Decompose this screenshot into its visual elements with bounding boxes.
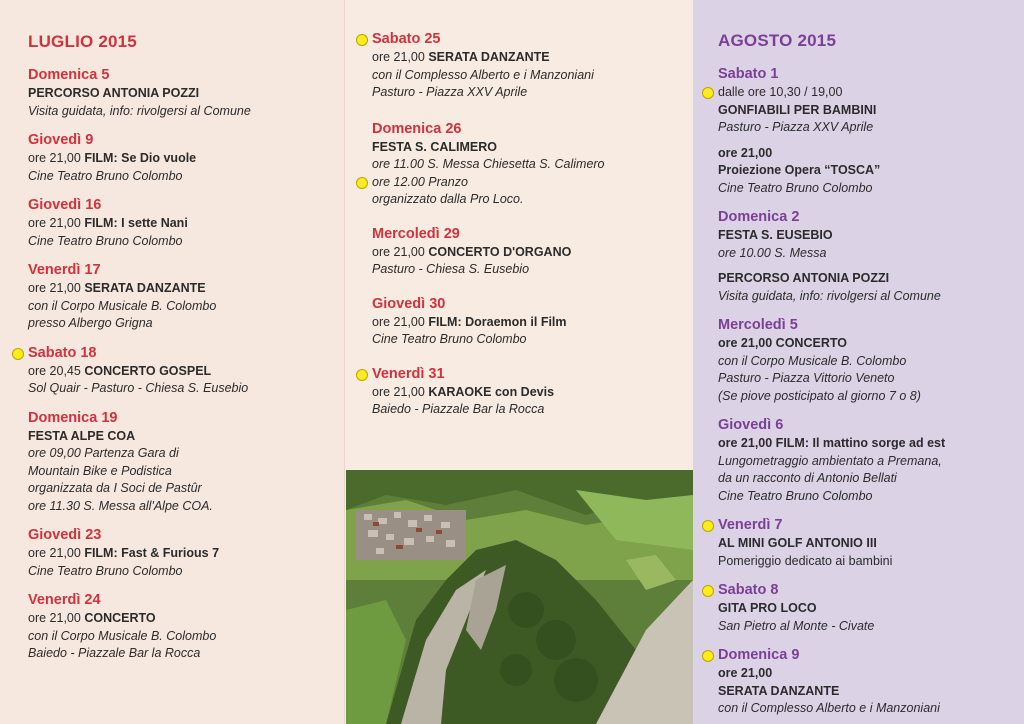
event-title: AL MINI GOLF ANTONIO III (718, 536, 877, 550)
highlight-dot-icon (356, 34, 368, 46)
event-note: organizzato dalla Pro Loco. (372, 192, 524, 206)
event-title: ore 21,00 CONCERTO (718, 336, 847, 350)
event-item (372, 30, 693, 102)
event-day: Sabato 25 (372, 31, 441, 47)
event-note: Pasturo - Piazza XXV Aprile (718, 120, 874, 134)
month-title-july: LUGLIO 2015 (28, 32, 137, 51)
event-note: ore 11.30 S. Messa all'Alpe COA. (28, 498, 213, 513)
event-day: Venerdì 31 (372, 365, 445, 382)
event-day: Domenica 9 (718, 647, 800, 663)
event-note: Cine Teatro Bruno Colombo (718, 180, 873, 195)
event-note: ore 09,00 Partenza Gara di (28, 446, 179, 460)
event-item (28, 344, 344, 398)
event-day: Sabato 18 (28, 344, 97, 361)
event-note: presso Albergo Grigna (28, 316, 153, 330)
event-note: Baiedo - Piazzale Bar la Rocca (28, 646, 201, 660)
event-item (28, 196, 344, 250)
event-note: con il Corpo Musicale B. Colombo (28, 628, 217, 643)
event-day: Venerdì 17 (28, 262, 101, 278)
event-day: Sabato 1 (718, 66, 779, 82)
event-item (372, 225, 693, 279)
event-time: ore 21,00 (718, 145, 773, 160)
event-note: Pasturo - Piazza Vittorio Veneto (718, 371, 895, 385)
event-title: FESTA ALPE COA (28, 428, 136, 443)
event-note: Sol Quair - Pasturo - Chiesa S. Eusebio (28, 381, 249, 395)
event-title: FESTA S. CALIMERO (372, 139, 497, 154)
event-note: Cine Teatro Bruno Colombo (28, 563, 183, 578)
event-note: con il Corpo Musicale B. Colombo (28, 298, 217, 313)
event-item (28, 409, 344, 516)
event-item (28, 591, 344, 663)
event-item (718, 516, 1024, 570)
highlight-dot-icon (356, 177, 368, 189)
event-time: ore 21,00 SERATA DANZANTE (28, 281, 206, 295)
event-note: Baiedo - Piazzale Bar la Rocca (372, 402, 545, 416)
event-day: Giovedì 16 (28, 197, 102, 213)
event-day: Giovedì 6 (718, 417, 784, 433)
event-title: GITA PRO LOCO (718, 601, 817, 615)
event-note: Cine Teatro Bruno Colombo (28, 233, 183, 248)
event-title: FESTA S. EUSEBIO (718, 228, 833, 242)
event-day: Sabato 8 (718, 582, 779, 598)
event-day: Venerdì 7 (718, 517, 783, 533)
event-title: Proiezione Opera “TOSCA” (718, 163, 881, 177)
event-time: ore 21,00 SERATA DANZANTE (372, 50, 550, 64)
event-time: ore 21,00 (718, 666, 773, 680)
august-column (693, 0, 1024, 724)
event-time: ore 21,00 KARAOKE con Devis (372, 384, 555, 399)
event-note: Visita guidata, info: rivolgersi al Comune (718, 288, 941, 303)
event-note: (Se piove posticipato al giorno 7 o 8) (718, 388, 921, 403)
event-day: Domenica 26 (372, 120, 462, 137)
month-title-august: AGOSTO 2015 (718, 31, 837, 50)
event-item (28, 66, 344, 120)
event-note: Pasturo - Piazza XXV Aprile (372, 85, 528, 99)
event-item (718, 581, 1024, 635)
july-column (0, 0, 345, 724)
event-note: ore 10.00 S. Messa (718, 245, 827, 260)
highlight-dot-icon (12, 348, 24, 360)
event-item (718, 65, 1024, 197)
highlight-dot-icon (356, 369, 368, 381)
event-note: ore 11.00 S. Messa Chiesetta S. Calimero (372, 157, 605, 171)
event-title: SERATA DANZANTE (718, 683, 840, 698)
event-note: Pomeriggio dedicato ai bambini (718, 553, 893, 568)
highlight-dot-icon (702, 585, 714, 597)
landscape-photo (346, 470, 693, 724)
event-title: PERCORSO ANTONIA POZZI (28, 86, 200, 100)
event-note: ore 12.00 Pranzo (372, 174, 693, 192)
event-day: Giovedì 9 (28, 132, 94, 148)
event-time: dalle ore 10,30 / 19,00 (718, 84, 1024, 102)
event-item (372, 120, 693, 209)
event-time: ore 21,00 FILM: Doraemon il Film (372, 314, 567, 329)
event-day: Domenica 2 (718, 209, 800, 225)
event-note: da un racconto di Antonio Bellati (718, 471, 897, 485)
event-item (28, 261, 344, 333)
event-note: con il Corpo Musicale B. Colombo (718, 353, 907, 368)
event-time: ore 21,00 CONCERTO D'ORGANO (372, 244, 572, 259)
event-time: ore 21,00 FILM: Fast & Furious 7 (28, 546, 220, 560)
event-day: Giovedì 23 (28, 527, 102, 543)
event-item (28, 131, 344, 185)
highlight-dot-icon (702, 87, 714, 99)
event-title: ore 21,00 FILM: Il mattino sorge ad est (718, 436, 946, 450)
event-item (718, 646, 1024, 718)
highlight-dot-icon (702, 650, 714, 662)
event-item (372, 365, 693, 419)
event-title: GONFIABILI PER BAMBINI (718, 102, 877, 117)
event-day: Mercoledì 29 (372, 225, 460, 242)
event-day: Giovedì 30 (372, 295, 446, 312)
event-time: ore 20,45 CONCERTO GOSPEL (28, 363, 212, 378)
event-item (28, 526, 344, 580)
event-day: Domenica 5 (28, 67, 110, 83)
highlight-dot-icon (702, 520, 714, 532)
event-note: Mountain Bike e Podistica (28, 463, 172, 478)
event-day: Domenica 19 (28, 409, 118, 426)
event-note: San Pietro al Monte - Civate (718, 618, 875, 633)
event-note: Lungometraggio ambientato a Premana, (718, 453, 942, 468)
event-item (718, 316, 1024, 405)
event-time: ore 21,00 FILM: Se Dio vuole (28, 151, 197, 165)
event-note: Cine Teatro Bruno Colombo (28, 168, 183, 183)
event-note: Pasturo - Chiesa S. Eusebio (372, 262, 530, 276)
event-note: Visita guidata, info: rivolgersi al Comune (28, 103, 251, 118)
event-note: organizzata da I Soci de Pastûr (28, 481, 202, 495)
event-note: con il Complesso Alberto e i Manzoniani (372, 67, 594, 82)
event-item (718, 208, 1024, 305)
event-day: Venerdì 24 (28, 592, 101, 608)
event-note: con il Complesso Alberto e i Manzoniani (718, 701, 940, 715)
event-note: Cine Teatro Bruno Colombo (372, 332, 527, 346)
event-item (372, 295, 693, 349)
event-time: ore 21,00 FILM: I sette Nani (28, 216, 188, 230)
event-note: Cine Teatro Bruno Colombo (718, 488, 873, 503)
event-time: ore 21,00 CONCERTO (28, 611, 156, 625)
mountain-village-image (346, 470, 693, 724)
event-item (718, 416, 1024, 505)
event-title: PERCORSO ANTONIA POZZI (718, 271, 890, 285)
event-day: Mercoledì 5 (718, 317, 798, 333)
